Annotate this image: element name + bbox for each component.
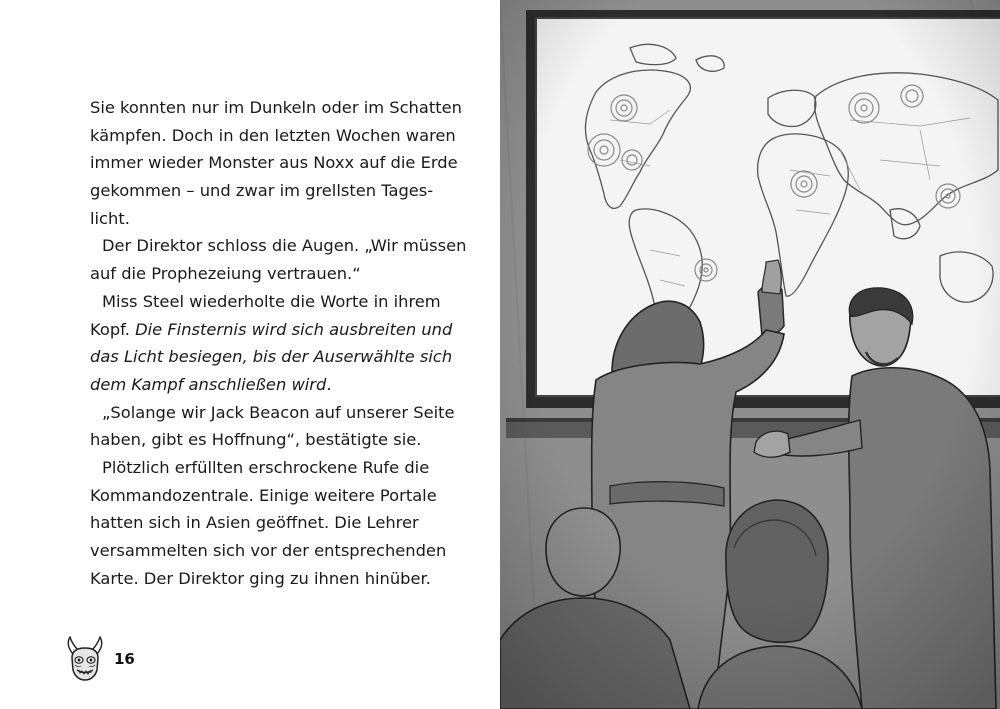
- text-line: Sie konnten nur im Dunkeln oder im Schatten: [90, 98, 462, 117]
- text-line: Plötzlich erfüllten erschrockene Rufe die: [102, 457, 430, 477]
- text-line: [90, 343, 453, 371]
- prophecy-text: dem Kampf anschließen wird: [90, 374, 327, 394]
- horned-monster-icon: [64, 636, 106, 682]
- text-line: Kommandozentrale. Einige weitere Portale: [90, 485, 437, 505]
- text-line: [90, 371, 435, 399]
- text-line: haben, gibt es Hoffnung“, bestätigte sie.: [90, 430, 422, 450]
- story-text: [90, 94, 467, 592]
- text-line: Karte. Der Direktor ging zu ihnen hinüber.: [90, 568, 431, 588]
- page-number: 16: [114, 650, 135, 668]
- prophecy-text: Die Finsternis wird sich ausbreiten und: [135, 319, 453, 339]
- text-line: Miss Steel wiederholte die Worte in ihrem: [102, 291, 441, 311]
- prophecy-text: das Licht besiegen, bis der Auserwählte sich: [90, 347, 453, 367]
- illustration: [500, 0, 1000, 709]
- text-run: Kopf.: [90, 319, 136, 339]
- text-line: gekommen – und zwar im grellsten Tages-: [90, 181, 434, 201]
- text-run: .: [326, 374, 332, 394]
- text-line: „Solange wir Jack Beacon auf unserer Seite: [102, 402, 455, 422]
- text-line: hatten sich in Asien geöffnet. Die Lehrer: [90, 513, 419, 533]
- illustration-scene: [500, 0, 1000, 709]
- text-line: immer wieder Monster aus Noxx auf die Erde: [90, 153, 458, 173]
- text-line: auf die Prophezeiung vertrauen.“: [90, 264, 361, 284]
- text-line: licht.: [90, 208, 130, 228]
- text-line: versammelten sich vor der entsprechenden: [90, 541, 447, 560]
- text-line: [90, 316, 453, 344]
- text-line: Der Direktor schloss die Augen. „Wir müssen: [102, 236, 467, 256]
- text-line: kämpfen. Doch in den letzten Wochen waren: [90, 125, 456, 145]
